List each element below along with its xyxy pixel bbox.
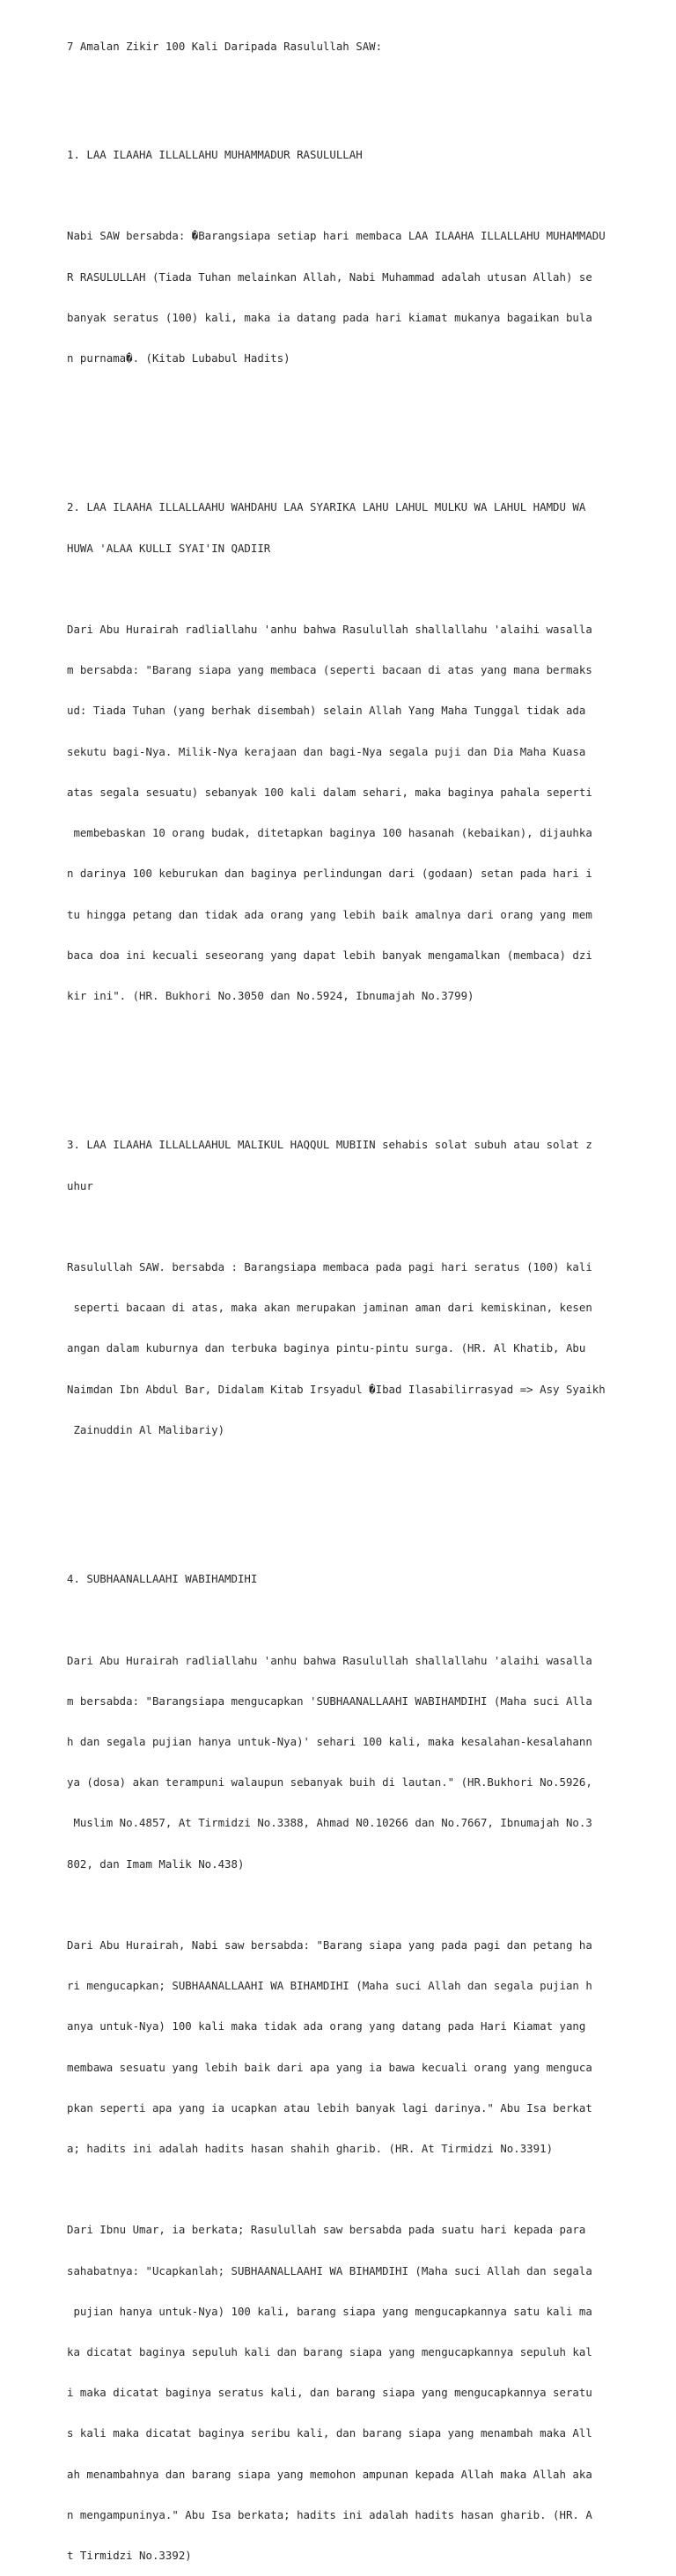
section-3-text-line: seperti bacaan di atas, maka akan merupakan jaminan aman dari kemiskinan, kesen [67,1301,592,1315]
document-title: 7 Amalan Zikir 100 Kali Daripada Rasulullah SAW: [67,39,383,53]
section-4-paragraph-2-line: a; hadits ini adalah hadits hasan shahih gharib. (HR. At Tirmidzi No.3391) [67,2142,554,2156]
section-2-text-line: membebaskan 10 orang budak, ditetapkan baginya 100 hasanah (kebaikan), dijauhka [67,826,592,840]
section-3-heading: 3. LAA ILAAHA ILLALLAAHUL MALIKUL HAQQUL MUBIIN sehabis solat subuh atau solat z [67,1138,592,1152]
section-4-paragraph-3-line: pujian hanya untuk-Nya) 100 kali, barang siapa yang mengucapkannya satu kali ma [67,2304,592,2318]
document-page [67,12,648,2576]
section-2-text-line: m bersabda: "Barang siapa yang membaca (seperti bacaan di atas yang mana bermaks [67,663,592,677]
section-4-paragraph-3-line: t Tirmidzi No.3392) [67,2549,192,2563]
section-4-paragraph-1-line: Muslim No.4857, At Tirmidzi No.3388, Ahmad N0.10266 dan No.7667, Ibnumajah No.3 [67,1816,592,1830]
section-2-heading: 2. LAA ILAAHA ILLALLAAHU WAHDAHU LAA SYARIKA LAHU LAHUL MULKU WA LAHUL HAMDU WA [67,500,586,514]
section-4-paragraph-2-line: ri mengucapkan; SUBHAANALLAAHI WA BIHAMDIHI (Maha suci Allah dan segala pujian h [67,1979,592,1993]
section-4-paragraph-3-line: ka dicatat baginya sepuluh kali dan barang siapa yang mengucapkannya sepuluh kal [67,2345,592,2359]
section-1-text-line: banyak seratus (100) kali, maka ia datang pada hari kiamat mukanya bagaikan bula [67,310,592,324]
section-2-text-line: kir ini". (HR. Bukhori No.3050 dan No.5924, Ibnumajah No.3799) [67,988,474,1002]
section-4-paragraph-2-line: anya untuk-Nya) 100 kali maka tidak ada orang yang datang pada Hari Kiamat yang [67,2019,586,2033]
section-4-paragraph-3-line: n mengampuninya." Abu Isa berkata; hadits ini adalah hadits hasan gharib. (HR. A [67,2507,592,2521]
section-4-paragraph-3-line: i maka dicatat baginya seratus kali, dan barang siapa yang mengucapkannya seratu [67,2386,592,2400]
section-3-text-line: angan dalam kuburnya dan terbuka baginya pintu-pintu surga. (HR. Al Khatib, Abu [67,1341,586,1355]
section-4-paragraph-1-line: Dari Abu Hurairah radliallahu 'anhu bahwa Rasulullah shallallahu 'alaihi wasalla [67,1653,592,1667]
section-4-paragraph-1-line: m bersabda: "Barangsiapa mengucapkan 'SUBHAANALLAAHI WABIHAMDIHI (Maha suci Alla [67,1694,592,1708]
section-4-paragraph-3-line: s kali maka dicatat baginya seribu kali, dan barang siapa yang menambah maka All [67,2426,592,2440]
section-4-paragraph-3-line: ah menambahnya dan barang siapa yang memohon ampunan kepada Allah maka Allah aka [67,2467,592,2481]
section-1-text-line: Nabi SAW bersabda: �Barangsiapa setiap hari membaca LAA ILAAHA ILLALLAHU MUHAMMADU [67,229,606,243]
section-2-text-line: tu hingga petang dan tidak ada orang yang lebih baik amalnya dari orang yang mem [67,907,592,921]
section-4-paragraph-3-line: Dari Ibnu Umar, ia berkata; Rasulullah saw bersabda pada suatu hari kepada para [67,2223,586,2237]
section-3-text-line: Rasulullah SAW. bersabda : Barangsiapa membaca pada pagi hari seratus (100) kali [67,1259,592,1273]
section-2-text-line: sekutu bagi-Nya. Milik-Nya kerajaan dan bagi-Nya segala puji dan Dia Maha Kuasa [67,744,586,758]
section-3-text-line: Naimdan Ibn Abdul Bar, Didalam Kitab Irsyadul �Ibad Ilasabilirrasyad => Asy Syaikh [67,1382,606,1396]
section-4-paragraph-1-line: 802, dan Imam Malik No.438) [67,1856,245,1871]
section-2-text-line: n darinya 100 keburukan dan baginya perlindungan dari (godaan) setan pada hari i [67,867,592,881]
section-4-paragraph-2-line: pkan seperti apa yang ia ucapkan atau lebih banyak lagi darinya." Abu Isa berkat [67,2100,592,2115]
section-4-paragraph-2-line: Dari Abu Hurairah, Nabi saw bersabda: "Barang siapa yang pada pagi dan petang ha [67,1938,592,1952]
section-4-paragraph-3-line: sahabatnya: "Ucapkanlah; SUBHAANALLAAHI WA BIHAMDIHI (Maha suci Allah dan segala [67,2263,592,2277]
section-4-heading: 4. SUBHAANALLAAHI WABIHAMDIHI [67,1572,258,1586]
section-3-heading: uhur [67,1178,93,1192]
section-1-heading: 1. LAA ILAAHA ILLALLAHU MUHAMMADUR RASULULLAH [67,148,363,162]
section-4-paragraph-1-line: ya (dosa) akan terampuni walaupun sebanyak buih di lautan." (HR.Bukhori No.5926, [67,1775,592,1790]
section-2-heading: HUWA 'ALAA KULLI SYAI'IN QADIIR [67,541,271,555]
section-1-text-line: R RASULULLAH (Tiada Tuhan melainkan Allah, Nabi Muhammad adalah utusan Allah) se [67,269,592,284]
section-2-text-line: Dari Abu Hurairah radliallahu 'anhu bahwa Rasulullah shallallahu 'alaihi wasalla [67,623,592,637]
section-2-text-line: ud: Tiada Tuhan (yang berhak disembah) selain Allah Yang Maha Tunggal tidak ada [67,704,586,718]
section-1-text-line: n purnama�. (Kitab Lubabul Hadits) [67,351,290,365]
section-2-text-line: baca doa ini kecuali seseorang yang dapat lebih banyak mengamalkan (membaca) dzi [67,948,592,962]
section-4-paragraph-1-line: h dan segala pujian hanya untuk-Nya)' sehari 100 kali, maka kesalahan-kesalahann [67,1734,592,1748]
section-2-text-line: atas segala sesuatu) sebanyak 100 kali dalam sehari, maka baginya pahala seperti [67,785,592,799]
section-4-paragraph-2-line: membawa sesuatu yang lebih baik dari apa yang ia bawa kecuali orang yang menguca [67,2060,592,2074]
section-3-text-line: Zainuddin Al Malibariy) [67,1422,225,1436]
